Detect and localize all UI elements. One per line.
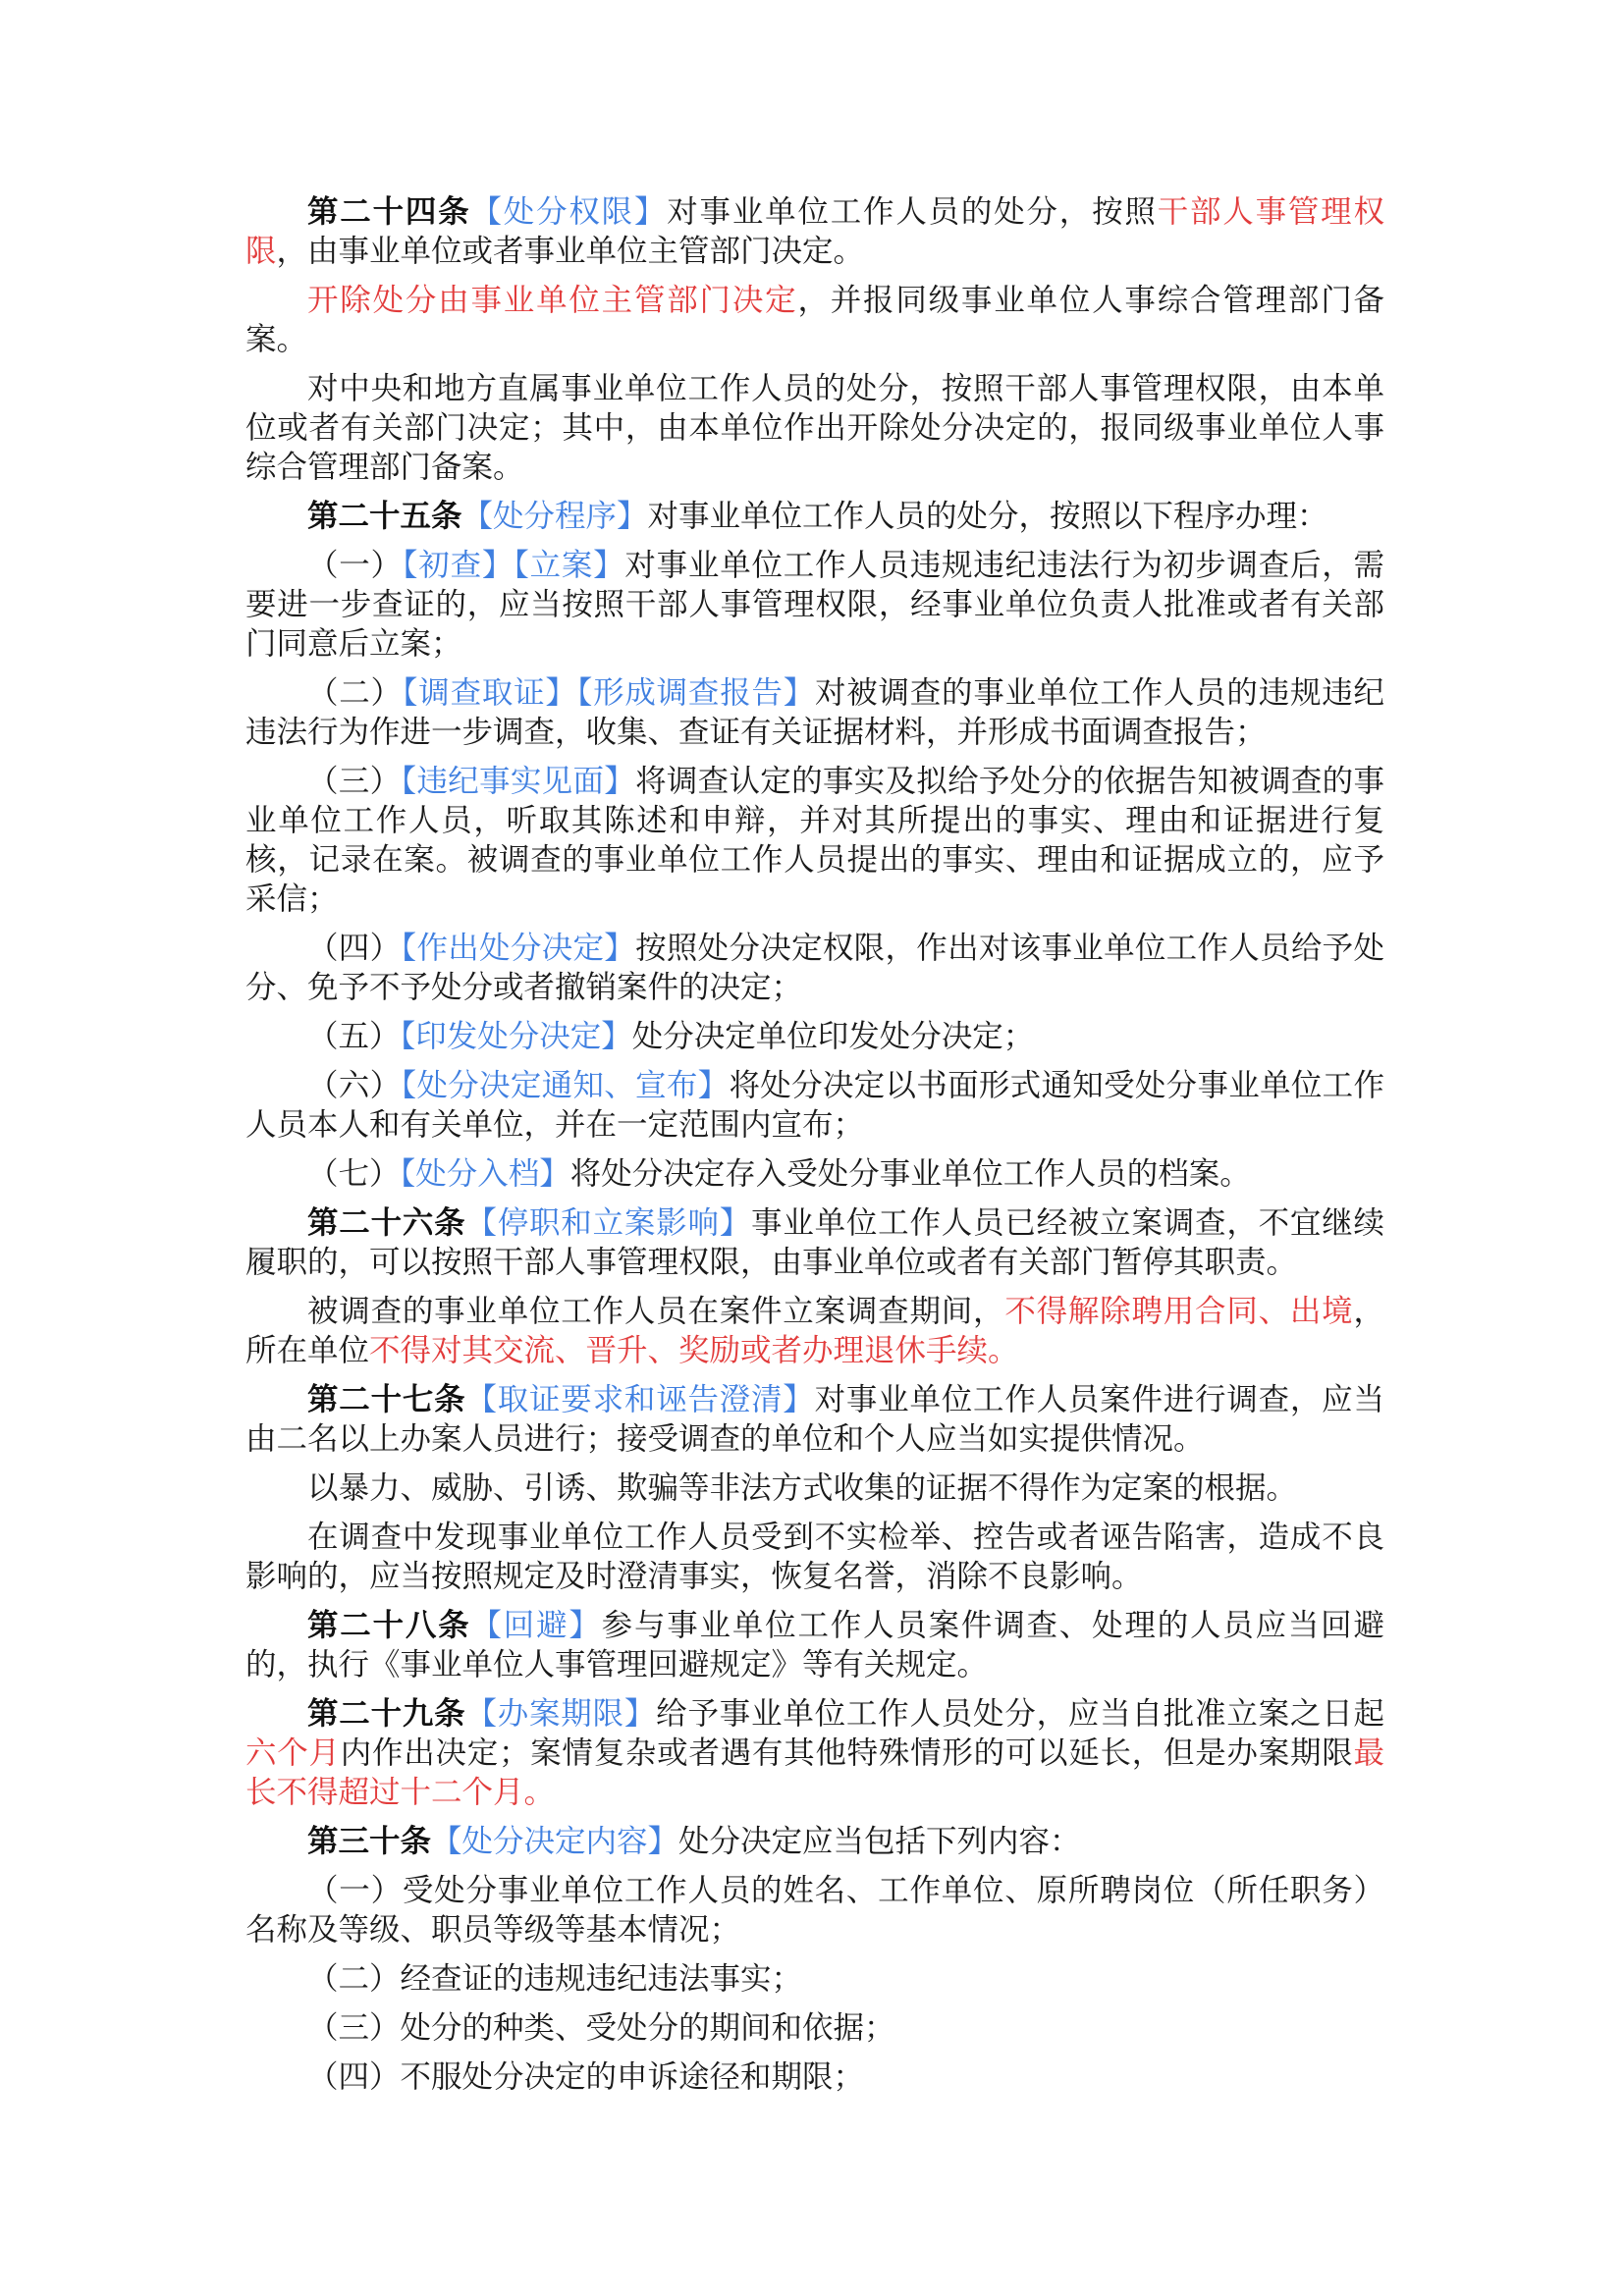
highlight-text: 六个月 bbox=[245, 1735, 341, 1771]
section-tag: 【处分决定内容】 bbox=[431, 1824, 679, 1859]
paragraph bbox=[245, 369, 1384, 487]
text-run: （二） bbox=[307, 675, 403, 711]
section-tag: 【处分程序】 bbox=[461, 499, 648, 534]
text-run: 将处分决定存入受处分事业单位工作人员的档案。 bbox=[569, 1156, 1251, 1192]
text-run: 参与事业单位工作人员案件调查、处理的人员应当回避的，执行《事业单位人事管理回避规定》等有关规定。 bbox=[245, 1608, 1384, 1682]
document-body bbox=[245, 192, 1384, 2107]
paragraph bbox=[245, 1468, 1384, 1508]
section-tag: 【取证要求和诬告澄清】 bbox=[465, 1382, 815, 1417]
text-run: （一）受处分事业单位工作人员的姓名、工作单位、原所聘岗位（所任职务）名称及等级、职员等级等基本情况； bbox=[245, 1873, 1384, 1948]
article-number: 第二十五条 bbox=[307, 498, 462, 534]
text-run: 按照处分决定权限，作出对该事业单位工作人员给予处分、免予不予处分或者撤销案件的决定； bbox=[245, 931, 1384, 1005]
section-tag: 【调查取证】【形成调查报告】 bbox=[402, 675, 815, 711]
text-run: 给予事业单位工作人员处分，应当自批准立案之日起 bbox=[656, 1696, 1384, 1732]
paragraph bbox=[245, 673, 1384, 752]
text-run: ，由事业单位或者事业单位主管部门决定。 bbox=[276, 234, 865, 269]
paragraph bbox=[245, 762, 1384, 919]
text-run: （七） bbox=[307, 1156, 401, 1192]
text-run: 处分决定应当包括下列内容： bbox=[678, 1824, 1081, 1859]
article-number: 第二十四条 bbox=[307, 193, 471, 230]
paragraph bbox=[245, 192, 1384, 271]
paragraph bbox=[245, 1380, 1384, 1459]
paragraph bbox=[245, 1518, 1384, 1596]
paragraph bbox=[245, 497, 1384, 536]
paragraph bbox=[245, 546, 1384, 664]
paragraph bbox=[245, 281, 1384, 359]
paragraph bbox=[245, 1822, 1384, 1861]
text-run: 对事业单位工作人员的处分，按照以下程序办理： bbox=[647, 499, 1328, 534]
paragraph bbox=[245, 2057, 1384, 2097]
text-run: （六） bbox=[307, 1068, 402, 1103]
text-run: 对事业单位工作人员的处分，按照 bbox=[667, 194, 1158, 230]
paragraph bbox=[245, 1959, 1384, 1999]
text-run: 以暴力、威胁、引诱、欺骗等非法方式收集的证据不得作为定案的根据。 bbox=[307, 1470, 1298, 1506]
section-tag: 【停职和立案影响】 bbox=[465, 1205, 752, 1241]
paragraph bbox=[245, 1292, 1384, 1370]
paragraph bbox=[245, 1606, 1384, 1684]
text-run: （五） bbox=[307, 1019, 401, 1054]
text-run: （二）经查证的违规违纪违法事实； bbox=[307, 1961, 803, 1997]
text-run: 在调查中发现事业单位工作人员受到不实检举、控告或者诬告陷害，造成不良影响的，应当按照规定及时澄清事实，恢复名誉，消除不良影响。 bbox=[245, 1520, 1384, 1594]
paragraph bbox=[245, 1017, 1384, 1056]
paragraph bbox=[245, 929, 1384, 1007]
text-run: 对被调查的事业单位工作人员的违规违纪违法行为作进一步调查，收集、查证有关证据材料，并形成书面调查报告； bbox=[245, 675, 1384, 750]
text-run: 被调查的事业单位工作人员在案件立案调查期间， bbox=[307, 1294, 1005, 1329]
text-run: ，所在单位 bbox=[245, 1294, 1384, 1368]
section-tag: 【违纪事实见面】 bbox=[401, 764, 636, 799]
section-tag: 【印发处分决定】 bbox=[400, 1019, 632, 1054]
text-run: 事业单位工作人员已经被立案调查，不宜继续履职的，可以按照干部人事管理权限，由事业单位或者有关部门暂停其职责。 bbox=[245, 1205, 1384, 1280]
article-number: 第二十七条 bbox=[307, 1381, 466, 1417]
text-run: （四） bbox=[307, 931, 402, 966]
article-number: 第二十八条 bbox=[307, 1607, 471, 1643]
text-run: 内作出决定；案情复杂或者遇有其他特殊情形的可以延长，但是办案期限 bbox=[340, 1735, 1354, 1771]
paragraph bbox=[245, 1203, 1384, 1282]
article-number: 第二十九条 bbox=[307, 1695, 466, 1732]
text-run: （三）处分的种类、受处分的期间和依据； bbox=[307, 2010, 895, 2046]
article-number: 第二十六条 bbox=[307, 1204, 466, 1241]
text-run: （四）不服处分决定的申诉途径和期限； bbox=[307, 2059, 865, 2095]
highlight-text: 不得对其交流、晋升、奖励或者办理退休手续。 bbox=[369, 1333, 1019, 1368]
text-run: 将处分决定以书面形式通知受处分事业单位工作人员本人和有关单位，并在一定范围内宣布； bbox=[245, 1068, 1384, 1143]
section-tag: 【办案期限】 bbox=[465, 1696, 657, 1732]
highlight-text: 不得解除聘用合同、出境 bbox=[1004, 1294, 1354, 1329]
text-run: 对事业单位工作人员案件进行调查，应当由二名以上办案人员进行；接受调查的单位和个人应当如实提供情况。 bbox=[245, 1382, 1384, 1457]
section-tag: 【处分决定通知、宣布】 bbox=[401, 1068, 730, 1103]
text-run: 处分决定单位印发处分决定； bbox=[631, 1019, 1035, 1054]
text-run: 将调查认定的事实及拟给予处分的依据告知被调查的事业单位工作人员，听取其陈述和申辩，并对其所提出的事实、理由和证据进行复核，记录在案。被调查的事业单位工作人员提出的事实、理由和证据成立的，应予采信； bbox=[245, 764, 1384, 917]
section-tag: 【回避】 bbox=[470, 1608, 602, 1643]
section-tag: 【作出处分决定】 bbox=[401, 931, 636, 966]
paragraph bbox=[245, 1154, 1384, 1194]
section-tag: 【处分权限】 bbox=[470, 194, 668, 230]
paragraph bbox=[245, 1694, 1384, 1812]
text-run: 对中央和地方直属事业单位工作人员的处分，按照干部人事管理权限，由本单位或者有关部门决定；其中，由本单位作出开除处分决定的，报同级事业单位人事综合管理部门备案。 bbox=[245, 371, 1384, 485]
paragraph bbox=[245, 1066, 1384, 1145]
highlight-text: 最长不得超过十二个月。 bbox=[245, 1735, 1384, 1810]
paragraph bbox=[245, 2008, 1384, 2048]
text-run: 对事业单位工作人员违规违纪违法行为初步调查后，需要进一步查证的，应当按照干部人事管理权限，经事业单位负责人批准或者有关部门同意后立案； bbox=[245, 548, 1384, 662]
section-tag: 【初查】【立案】 bbox=[402, 548, 625, 583]
text-run: ，并报同级事业单位人事综合管理部门备案。 bbox=[245, 283, 1384, 357]
article-number: 第三十条 bbox=[307, 1823, 432, 1859]
paragraph bbox=[245, 1871, 1384, 1949]
highlight-text: 干部人事管理权限 bbox=[245, 194, 1384, 269]
highlight-text: 开除处分由事业单位主管部门决定 bbox=[307, 283, 798, 318]
text-run: （一） bbox=[307, 548, 403, 583]
text-run: （三） bbox=[307, 764, 402, 799]
section-tag: 【处分入档】 bbox=[400, 1156, 570, 1192]
